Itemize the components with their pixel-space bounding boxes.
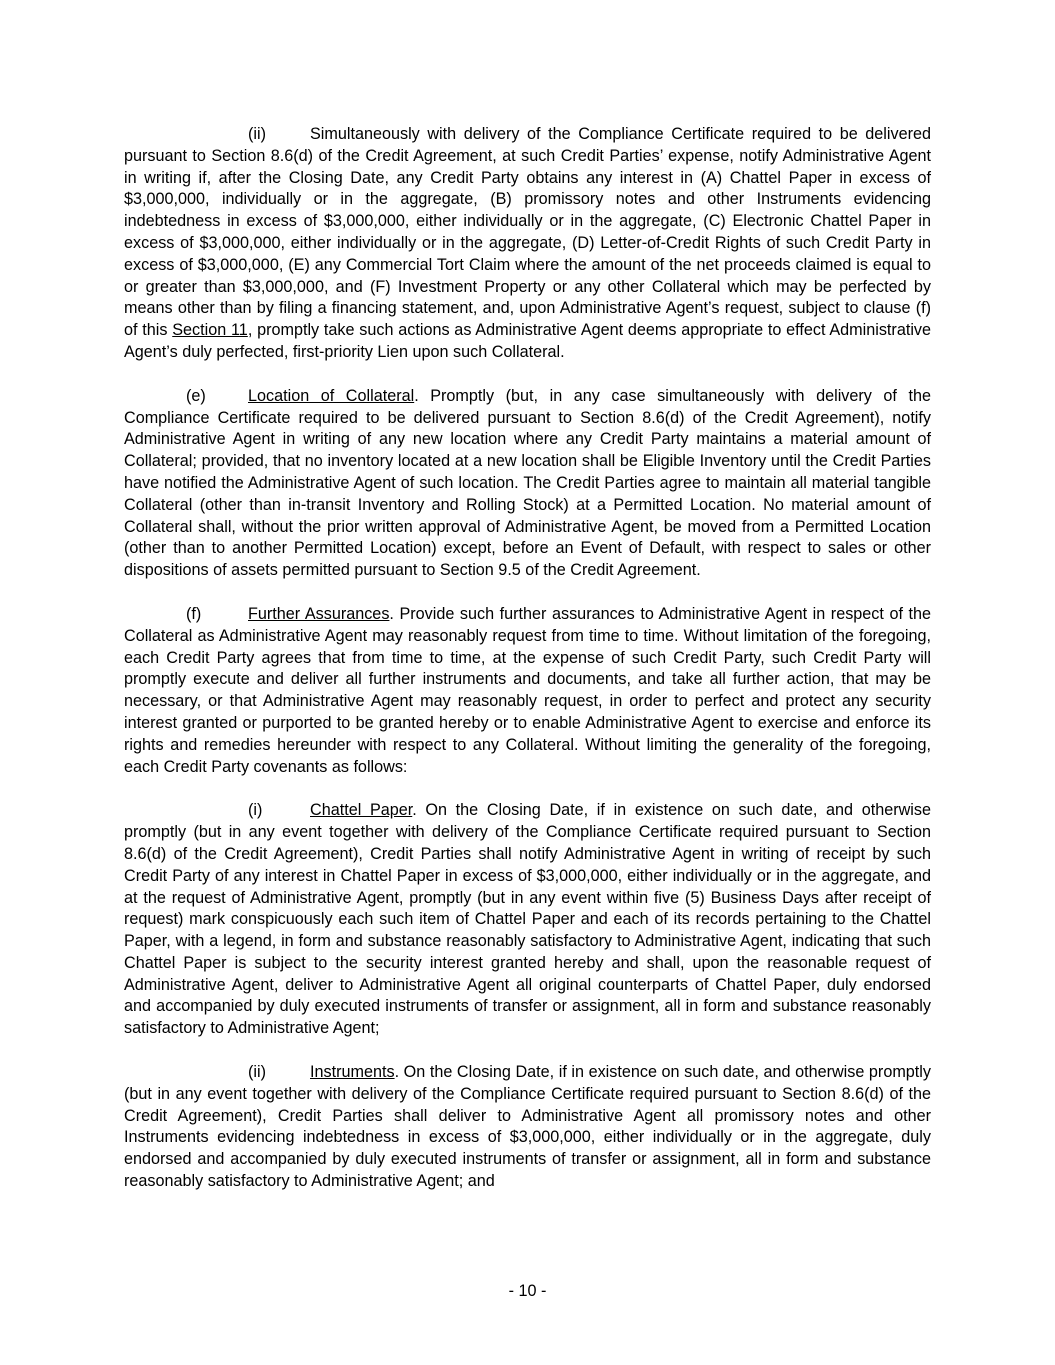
paragraph-number: (e) [186,386,206,405]
paragraph-e-location-of-collateral [124,386,931,582]
paragraph-body: Simultaneously with delivery of the Compliance Certificate required to be delivered pursuant to Section 8.6(d) of the Credit Agreement, at such Credit Parties’ expense, notify Administrative Agent in writing if, after the Closing Date, any Credit Party obtains any interest in (A) Chattel Paper in excess of $3,000,000, individually or in the aggregate, (B) promissory notes and other Instruments evidencing indebtedness in excess of $3,000,000, either individually or in the aggregate, (C) Electronic Chattel Paper in excess of $3,000,000, either individually or in the aggregate, (D) Letter-of-Credit Rights of such Credit Party in excess of $3,000,000, (E) any Commercial Tort Claim where the amount of the net proceeds claimed is equal to or greater than $3,000,000, and (F) Investment Property or any other Collateral which may be perfected by means other than by filing a financing statement, and, upon Administrative Agent’s request, subject to clause (f) of this [124,125,931,340]
paragraph-heading: Instruments [310,1063,395,1082]
paragraph-ii-instruments [124,1062,931,1193]
paragraph-ii-notification [124,124,931,364]
paragraph-number: (i) [248,801,263,820]
paragraph-body: . Promptly (but, in any case simultaneously with delivery of the Compliance Certificate required to be delivered pursuant to Section 8.6(d) of the Credit Agreement), notify Administrative Agent in writing of any new location where any Credit Party maintains a material amount of Collateral; provided, that no inventory located at a new location shall be Eligible Inventory until the Credit Parties have notified the Administrative Agent of such location. The Credit Parties agree to maintain all material tangible Collateral (other than in-transit Inventory and Rolling Stock) at a Permitted Location. No material amount of Collateral shall, without the prior written approval of Administrative Agent, be moved from a Permitted Location (other than to another Permitted Location) except, before an Event of Default, with respect to sales or other dispositions of assets permitted pursuant to Section 9.5 of the Credit Agreement. [124,386,931,580]
section-11-reference: Section 11 [172,321,248,340]
paragraph-f-further-assurances [124,604,931,778]
paragraph-heading: Location of Collateral [248,386,415,405]
paragraph-heading: Chattel Paper [310,801,413,820]
paragraph-i-chattel-paper [124,800,931,1040]
paragraph-number: (ii) [248,1063,266,1082]
paragraph-body: . Provide such further assurances to Administrative Agent in respect of the Collateral as Administrative Agent may reasonably request from time to time. Without limitation of the foregoing, each Credit Party agrees that from time to time, at the expense of such Credit Party, such Credit Party will promptly execute and deliver all further instruments and documents, and take all further action, that may be necessary, or that Administrative Agent may reasonably request, in order to perfect and protect any security interest granted or purported to be granted hereby or to enable Administrative Agent to exercise and enforce its rights and remedies hereunder with respect to any Collateral. Without limiting the generality of the foregoing, each Credit Party covenants as follows: [124,604,932,776]
paragraph-body: . On the Closing Date, if in existence on such date, and otherwise promptly (but in any event together with delivery of the Compliance Certificate required pursuant to Section 8.6(d) of the Credit Agreement), Credit Parties shall deliver to Administrative Agent all promissory notes and other Instruments evidencing indebtedness in excess of $3,000,000, either individually or in the aggregate, duly endorsed and accompanied by duly executed instruments of transfer or assignment, all in form and substance reasonably satisfactory to Administrative Agent; and [124,1063,931,1191]
page-number: - 10 - [508,1282,547,1300]
paragraph-body-continued: , promptly take such actions as Administrative Agent deems appropriate to effect Administrative Agent’s duly perfected, first-priority Lien upon such Collateral. [124,321,932,361]
paragraph-body: . On the Closing Date, if in existence on such date, and otherwise promptly (but in any event together with delivery of the Compliance Certificate required pursuant to Section 8.6(d) of the Credit Agreement), Credit Parties shall notify Administrative Agent in writing of receipt by such Credit Party of any interest in Chattel Paper in excess of $3,000,000, either individually or in the aggregate, and at the request of Administrative Agent, promptly (but in any event within five (5) Business Days after receipt of request) mark conspicuously each such item of Chattel Paper and each of its records pertaining to the Chattel Paper, with a legend, in form and substance reasonably satisfactory to Administrative Agent, indicating that such Chattel Paper is subject to the security interest granted hereby and shall, upon the reasonable request of Administrative Agent, deliver to Administrative Agent all original counterparts of Chattel Paper, duly endorsed and accompanied by duly executed instruments of transfer or assignment, all in form and substance reasonably satisfactory to Administrative Agent; [124,801,931,1038]
paragraph-number: (f) [186,604,202,623]
paragraph-number: (ii) [248,125,266,143]
paragraph-heading: Further Assurances [248,604,390,623]
document-page [124,124,931,1215]
